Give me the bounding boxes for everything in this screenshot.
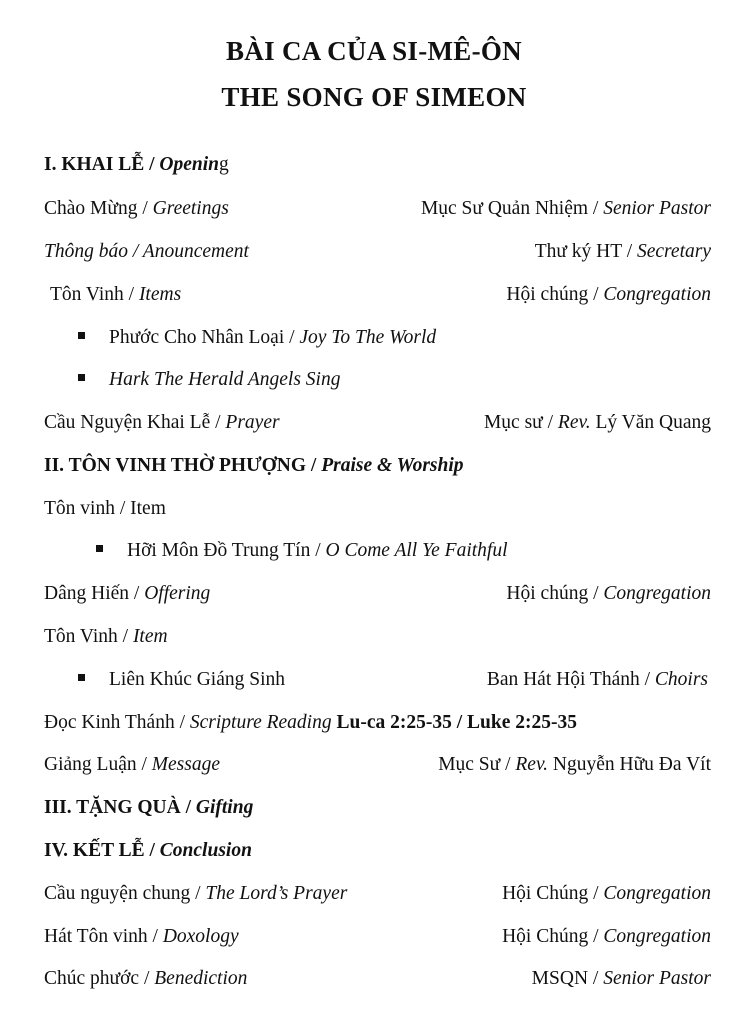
row-offering: Dâng Hiến / Offering Hội chúng / Congregation — [44, 583, 711, 604]
song-o-come-all-ye-faithful: Hỡi Môn Đồ Trung Tín / O Come All Ye Faithful — [96, 540, 508, 562]
row-doxology: Hát Tôn vinh / Doxology Hội Chúng / Congregation — [44, 926, 711, 947]
row-lords-prayer: Cầu nguyện chung / The Lord’s Prayer Hội Chúng / Congregation — [44, 883, 711, 904]
section-worship: II. TÔN VINH THỜ PHƯỢNG / Praise & Worship — [44, 455, 464, 476]
row-scripture-reading: Đọc Kinh Thánh / Scripture Reading Lu-ca 2:25-35 / Luke 2:25-35 — [44, 712, 577, 733]
row-announcement: Thông báo / Anouncement Thư ký HT / Secretary — [44, 241, 711, 262]
title-vietnamese: BÀI CA CỦA SI-MÊ-ÔN — [226, 36, 522, 66]
row-item-worship: Tôn vinh / Item — [44, 498, 166, 519]
section-conclusion: IV. KẾT LỄ / Conclusion — [44, 840, 252, 861]
row-benediction: Chúc phước / Benediction MSQN / Senior Pastor — [44, 968, 711, 989]
row-greetings: Chào Mừng / Greetings Mục Sư Quản Nhiệm / Senior Pastor — [44, 198, 711, 219]
song-joy-to-the-world: Phước Cho Nhân Loại / Joy To The World — [78, 327, 436, 349]
section-opening: I. KHAI LỄ / Opening — [44, 154, 229, 175]
row-opening-prayer: Cầu Nguyện Khai Lễ / Prayer Mục sư / Rev. Lý Văn Quang — [44, 412, 711, 433]
bullet-icon — [78, 332, 85, 339]
row-message: Giảng Luận / Message Mục Sư / Rev. Nguyễn Hữu Đa Vít — [44, 754, 711, 775]
song-hark-the-herald: Hark The Herald Angels Sing — [78, 369, 340, 391]
section-gifting: III. TẶNG QUÀ / Gifting — [44, 797, 254, 818]
row-item-choir: Tôn Vinh / Item — [44, 626, 168, 647]
bullet-icon — [78, 374, 85, 381]
bullet-icon — [78, 674, 85, 681]
song-christmas-medley: Liên Khúc Giáng Sinh Ban Hát Hội Thánh / Choirs — [78, 669, 708, 691]
bullet-icon — [96, 545, 103, 552]
row-items: Tôn Vinh / Items Hội chúng / Congregation — [50, 284, 711, 305]
title-english: THE SONG OF SIMEON — [221, 82, 527, 112]
